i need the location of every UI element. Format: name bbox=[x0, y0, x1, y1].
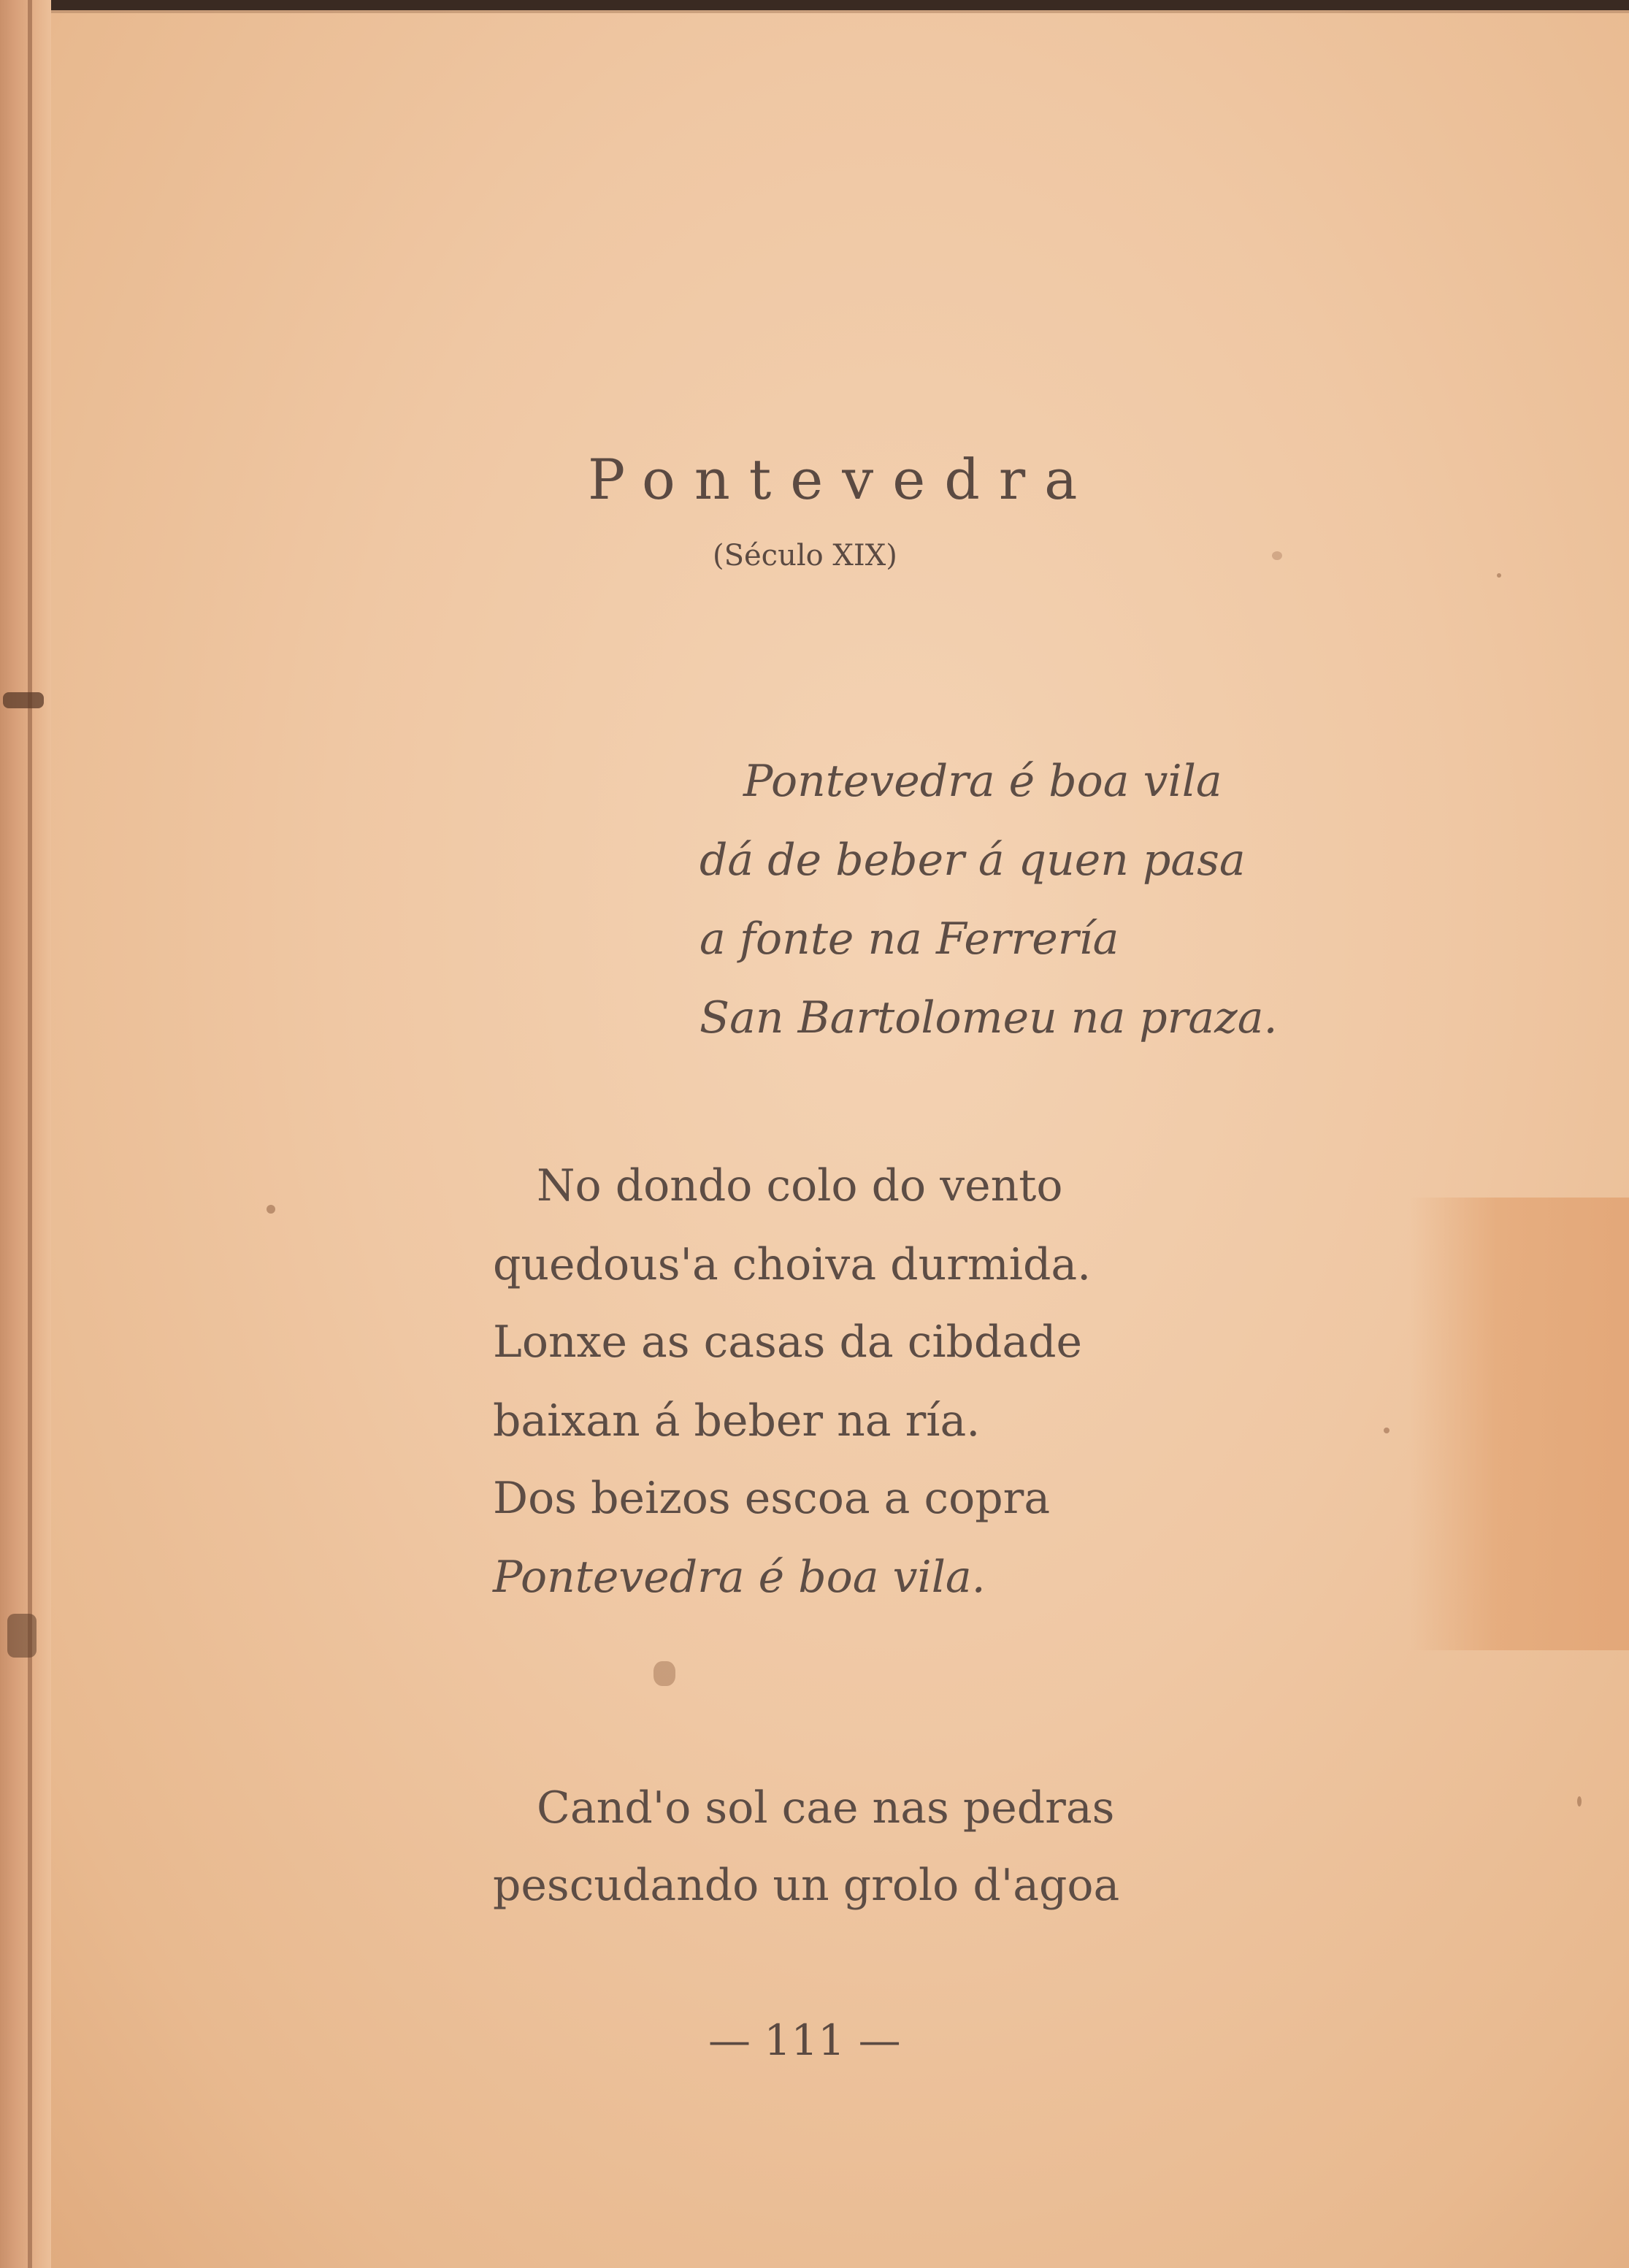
binding-stitch bbox=[3, 692, 44, 708]
book-binding bbox=[0, 0, 51, 2268]
poem-line: No dondo colo do vento bbox=[537, 1160, 1063, 1211]
poem-line: Dos beizos escoa a copra bbox=[493, 1473, 1051, 1524]
binding-stitch bbox=[7, 1614, 37, 1658]
page-number: — 111 — bbox=[708, 2015, 901, 2065]
page-top-rule bbox=[44, 10, 1629, 13]
paper-speck bbox=[653, 1661, 675, 1686]
poem-line: baixan á beber na ría. bbox=[493, 1395, 981, 1447]
paper-speck bbox=[1497, 573, 1501, 578]
paper-speck bbox=[1272, 551, 1282, 560]
poem-line: quedous'a choiva durmida. bbox=[493, 1239, 1092, 1290]
poem-title: Pontevedra bbox=[588, 447, 1097, 512]
paper-speck bbox=[1577, 1796, 1582, 1807]
poem-line: Pontevedra é boa vila bbox=[743, 756, 1222, 807]
poem-line: Pontevedra é boa vila. bbox=[493, 1552, 986, 1603]
poem-line: a fonte na Ferrería bbox=[699, 913, 1119, 965]
poem-line: Cand'o sol cae nas pedras bbox=[537, 1782, 1115, 1834]
poem-line: pescudando un grolo d'agoa bbox=[493, 1860, 1120, 1911]
poem-line: San Bartolomeu na praza. bbox=[699, 992, 1278, 1043]
paper-speck bbox=[267, 1205, 275, 1214]
poem-subtitle: (Século XIX) bbox=[713, 539, 897, 572]
poem-line: Lonxe as casas da cibdade bbox=[493, 1317, 1083, 1368]
binding-fold-line bbox=[28, 0, 32, 2268]
page-top-edge bbox=[0, 0, 1629, 10]
paper-stain bbox=[1410, 1198, 1629, 1650]
poem-line: dá de beber á quen pasa bbox=[699, 835, 1246, 886]
paper-speck bbox=[1384, 1428, 1390, 1433]
